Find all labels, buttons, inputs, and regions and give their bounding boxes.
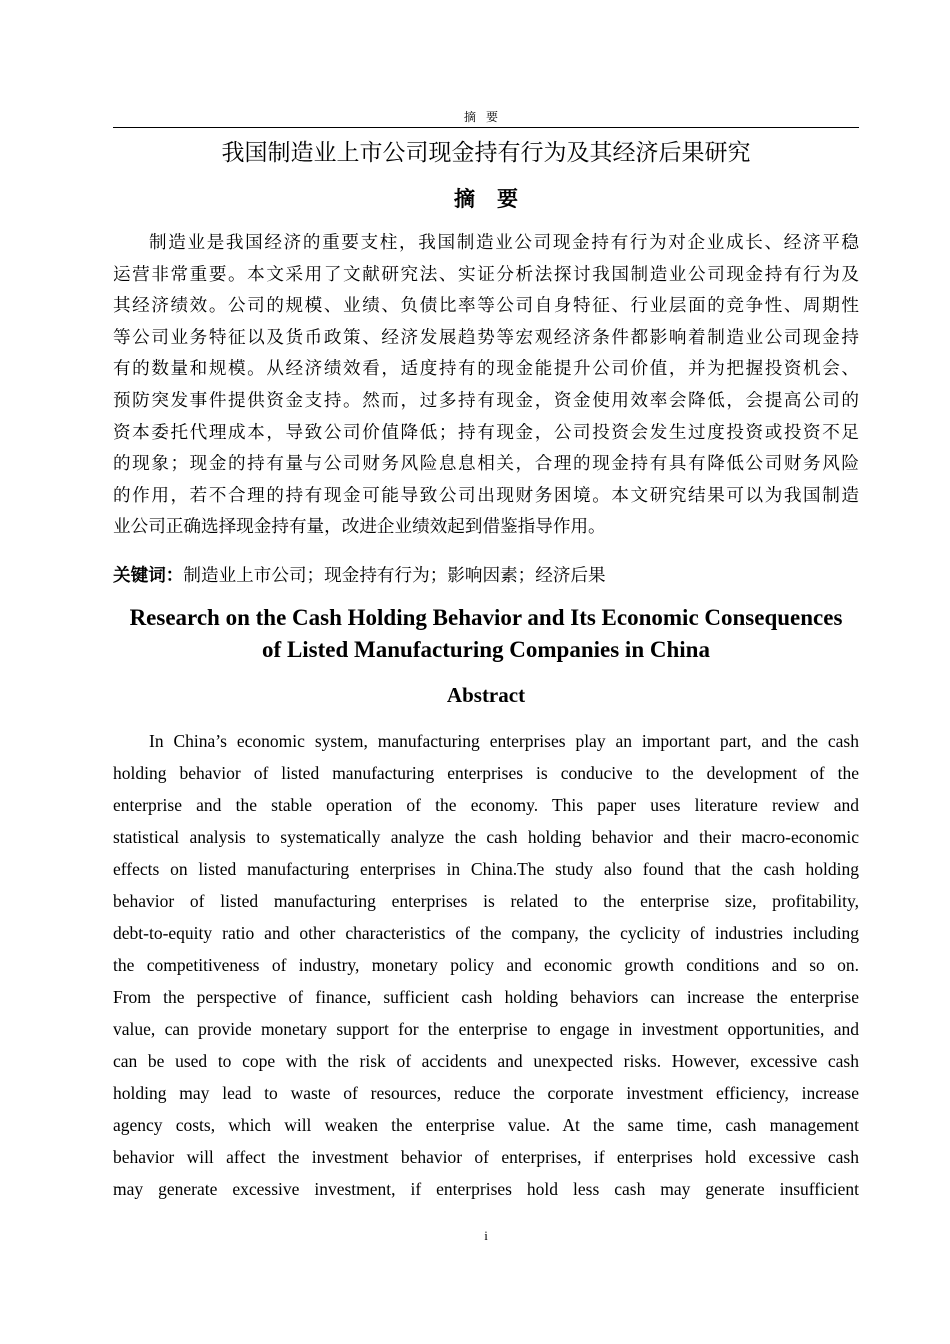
chinese-title: 我国制造业上市公司现金持有行为及其经济后果研究: [221, 140, 751, 166]
text-line: 其经济绩效。公司的规模、业绩、负债比率等公司自身特征、行业层面的竞争性、周期性: [113, 296, 859, 317]
text-line: holding may lead to waste of resources, reduce the corporate investment efficiency, increase: [113, 1083, 859, 1103]
english-title: [100, 602, 872, 666]
text-line: the competitiveness of industry, monetary policy and economic growth conditions and so on.: [113, 955, 859, 975]
text-line: 业公司正确选择现金持有量，改进企业绩效起到借鉴指导作用。: [113, 517, 606, 538]
chinese-abstract-body: [113, 228, 859, 544]
text-line: 的作用，若不合理的持有现金可能导致公司出现财务困境。本文研究结果可以为我国制造: [113, 485, 859, 506]
keywords: [113, 561, 606, 591]
page-number: i: [484, 1228, 488, 1243]
text-line: agency costs, which will weaken the enterprise value. At the same time, cash management: [113, 1115, 859, 1135]
keywords-label: 关键词：: [113, 566, 184, 586]
text-line: effects on listed manufacturing enterprises in China.The study also found that the cash holding: [113, 859, 859, 879]
english-abstract-heading: Abstract: [446, 683, 526, 707]
text-line: may generate excessive investment, if enterprises hold less cash may generate insufficient: [113, 1179, 859, 1199]
text-line: 制造业是我国经济的重要支柱，我国制造业公司现金持有行为对企业成长、经济平稳: [149, 233, 859, 253]
text-line: behavior of listed manufacturing enterprises is related to the enterprise size, profitability,: [113, 891, 859, 911]
chinese-abstract-heading: 摘要: [454, 187, 540, 211]
text-line: 运营非常重要。本文采用了文献研究法、实证分析法探讨我国制造业公司现金持有行为及: [113, 264, 859, 285]
text-line: 的现象；现金的持有量与公司财务风险息息相关，合理的现金持有具有降低公司财务风险: [113, 454, 859, 475]
header-rule: [113, 127, 859, 128]
english-abstract-body: [113, 725, 859, 1205]
english-title-line: Research on the Cash Holding Behavior and Its Economic Consequences: [129, 605, 843, 630]
text-line: 预防突发事件提供资金支持。然而，过多持有现金，资金使用效率会降低，会提高公司的: [113, 390, 859, 411]
text-line: enterprise and the stable operation of the economy. This paper uses literature review and: [113, 795, 859, 815]
english-title-line: of Listed Manufacturing Companies in China: [262, 637, 710, 662]
text-line: 有的数量和规模。从经济绩效看，适度持有的现金能提升公司价值，并为把握投资机会、: [113, 359, 859, 380]
text-line: In China’s economic system, manufacturing enterprises play an important part, and the cash: [149, 731, 859, 751]
text-line: statistical analysis to systematically analyze the cash holding behavior and their macro-economic: [113, 827, 859, 847]
keywords-list: 制造业上市公司；现金持有行为；影响因素；经济后果: [183, 566, 606, 586]
text-line: From the perspective of finance, sufficient cash holding behaviors can increase the enterprise: [113, 987, 859, 1007]
text-line: 等公司业务特征以及货币政策、经济发展趋势等宏观经济条件都影响着制造业公司现金持: [113, 327, 859, 348]
text-line: behavior will affect the investment behavior of enterprises, if enterprises hold excessive cash: [113, 1147, 859, 1167]
text-line: can be used to cope with the risk of accidents and unexpected risks. However, excessive cash: [113, 1051, 859, 1071]
text-line: value, can provide monetary support for the enterprise to engage in investment opportunities, and: [113, 1019, 859, 1039]
text-line: 资本委托代理成本，导致公司价值降低；持有现金，公司投资会发生过度投资或投资不足: [113, 422, 859, 443]
running-header: 摘要: [463, 110, 508, 124]
text-line: holding behavior of listed manufacturing enterprises is conducive to the development of the: [113, 763, 859, 783]
text-line: debt-to-equity ratio and other characteristics of the company, the cyclicity of industries including: [113, 923, 859, 943]
